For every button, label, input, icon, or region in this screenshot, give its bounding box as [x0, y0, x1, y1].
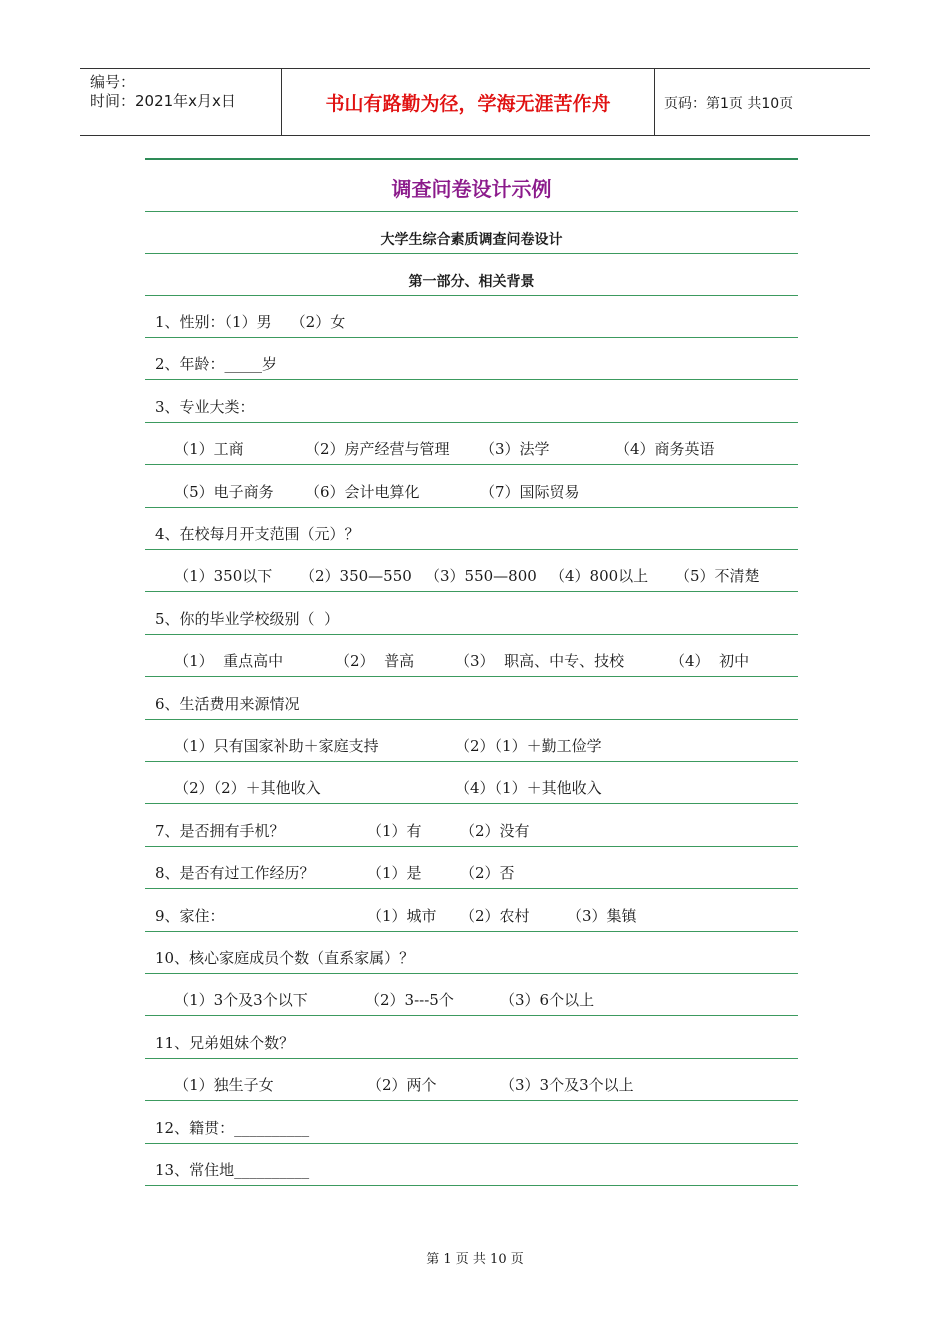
question-row — [145, 466, 798, 508]
question-row — [145, 762, 798, 804]
question-row — [145, 381, 798, 423]
question-text: 8、是否有过工作经历？ — [155, 864, 315, 883]
number-label: 编号： — [90, 73, 136, 91]
option-text: （2）房产经营与管理 — [305, 440, 450, 459]
question-text: 12、籍贯：__________ — [155, 1118, 310, 1137]
question-row — [145, 720, 798, 762]
question-row — [145, 423, 798, 465]
option-text: （2）350—550 — [300, 567, 412, 586]
option-text: （4）商务英语 — [615, 440, 715, 459]
option-text: （5）不清楚 — [675, 567, 760, 586]
question-text: 3、专业大类： — [155, 397, 255, 416]
question-row — [145, 932, 798, 974]
option-text: （2） 普高 — [335, 652, 415, 671]
question-row — [145, 296, 798, 338]
question-row — [145, 635, 798, 677]
question-text: （2）（2）＋其他收入 — [155, 779, 321, 798]
question-text: 4、在校每月开支范围（元）？ — [155, 525, 360, 543]
option-text: （3）6个以上 — [500, 991, 595, 1010]
header-left — [90, 73, 236, 111]
page-footer: 第 1 页 共 10 页 — [426, 1252, 524, 1267]
page-header — [80, 68, 870, 136]
question-row — [145, 678, 798, 720]
option-text: （3）550—800 — [425, 567, 537, 586]
question-text: （1）独生子女 — [155, 1076, 274, 1095]
question-row — [145, 805, 798, 847]
question-row — [145, 890, 798, 932]
header-motto: 书山有路勤为径，学海无涯苦作舟 — [281, 69, 655, 135]
question-row — [145, 847, 798, 889]
option-text: （2）否 — [460, 864, 515, 883]
document-title: 调查问卷设计示例 — [145, 160, 798, 212]
question-text: 10、核心家庭成员个数（直系家属）？ — [155, 949, 415, 967]
question-row — [145, 550, 798, 592]
time-label: 时间：2021年x月x日 — [90, 92, 236, 110]
header-page-info: 页码：第1页 共10页 — [664, 96, 794, 112]
question-row — [145, 338, 798, 380]
section-heading: 第一部分、相关背景 — [145, 254, 798, 296]
question-row — [145, 1059, 798, 1101]
question-row — [145, 974, 798, 1016]
question-text: 13、常住地__________ — [155, 1161, 310, 1179]
question-text: 7、是否拥有手机？ — [155, 821, 285, 840]
option-text: （2）两个 — [367, 1076, 437, 1095]
option-text: （2）没有 — [460, 821, 530, 840]
option-text: （4）（1）＋其他收入 — [455, 779, 602, 798]
question-text: （1）350以下 — [155, 567, 273, 586]
question-row — [145, 1144, 798, 1186]
question-row — [145, 508, 798, 550]
option-text: （4） 初中 — [670, 652, 750, 671]
question-text: （1）3个及3个以下 — [155, 991, 308, 1010]
option-text: （3）法学 — [480, 440, 550, 459]
question-row — [145, 1017, 798, 1059]
option-text: （4）800以上 — [550, 567, 649, 586]
option-text: （3）3个及3个以上 — [500, 1076, 634, 1095]
option-text: （2）（1）＋勤工俭学 — [455, 737, 602, 755]
document-subtitle: 大学生综合素质调查问卷设计 — [145, 212, 798, 254]
option-text: （7）国际贸易 — [480, 482, 580, 501]
question-row — [145, 1102, 798, 1144]
option-text: （1）城市 — [367, 906, 437, 925]
question-text: 2、年龄：_____岁 — [155, 355, 278, 374]
option-text: （6）会计电算化 — [305, 482, 420, 501]
option-text: （2）3---5个 — [365, 991, 454, 1010]
question-text: （5）电子商务 — [155, 482, 274, 501]
question-text: 6、生活费用来源情况 — [155, 694, 300, 713]
question-row — [145, 593, 798, 635]
option-text: （3） 职高、中专、技校 — [455, 652, 625, 671]
question-text: （1）只有国家补助＋家庭支持 — [155, 737, 379, 755]
question-text: （1） 重点高中 — [155, 652, 284, 671]
question-text: 5、你的毕业学校级别（ ） — [155, 609, 340, 628]
option-text: （2）农村 — [460, 906, 530, 925]
option-text: （3）集镇 — [567, 906, 637, 925]
option-text: （1）有 — [367, 821, 422, 840]
question-text: 11、兄弟姐妹个数？ — [155, 1033, 295, 1052]
option-text: （1）是 — [367, 864, 422, 883]
question-text: 9、家住： — [155, 906, 225, 925]
question-text: 1、性别：（1）男 （2）女 — [155, 313, 346, 331]
question-text: （1）工商 — [155, 440, 244, 459]
